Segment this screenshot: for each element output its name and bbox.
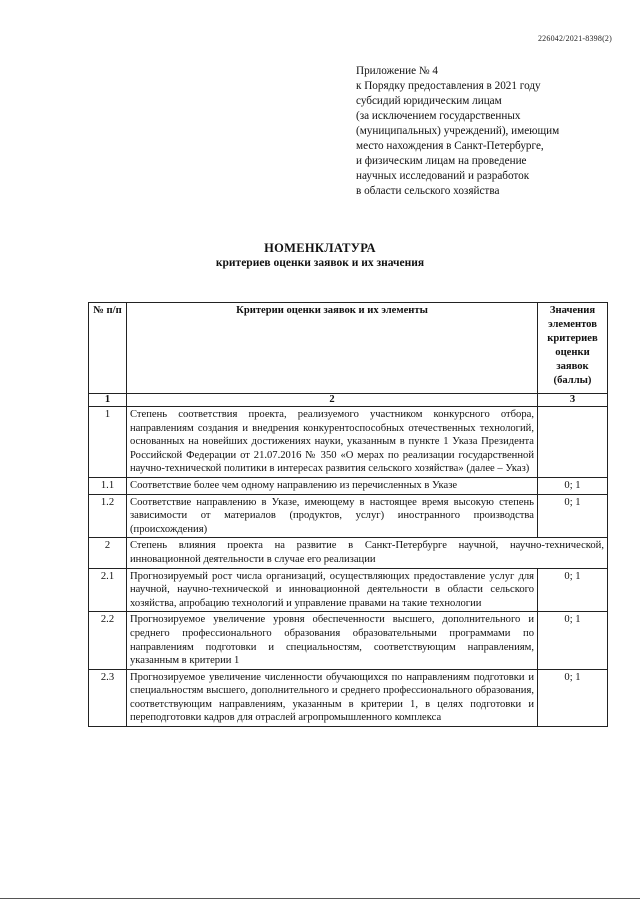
- row-number: 1.1: [89, 477, 127, 494]
- row-criterion: Прогнозируемое увеличение численности обучающихся по направлениям подготовки и специальностям высшего, дополнительного и среднего профессионального образования, соответствующим направлениям, указанным в критерии 1, в целях подготовки и переподготовки кадров для отраслей агропромышленного комплекса: [127, 669, 538, 726]
- annex-block: [356, 64, 618, 199]
- index-cell: 1: [89, 394, 127, 407]
- title-main: НОМЕНКЛАТУРА: [264, 241, 376, 255]
- annex-line: Приложение № 4: [356, 65, 438, 77]
- row-value: 0; 1: [538, 612, 608, 669]
- annex-line: (муниципальных) учреждений), имеющим: [356, 125, 560, 137]
- index-cell: 3: [538, 394, 608, 407]
- row-value: 0; 1: [538, 669, 608, 726]
- row-criterion: Прогнозируемый рост числа организаций, осуществляющих предоставление услуг для научной, научно-технической и инновационной деятельности в области сельского хозяйства, апробацию технологий и управление правами на такие технологии: [127, 568, 538, 612]
- document-title: [0, 240, 640, 271]
- table-row: [89, 477, 608, 494]
- table-header-row: [89, 303, 608, 394]
- annex-line: к Порядку предоставления в 2021 году: [356, 80, 541, 92]
- row-number: 2.3: [89, 669, 127, 726]
- row-number: 1.2: [89, 494, 127, 538]
- criteria-table: [88, 302, 608, 727]
- header-values: Значения элементов критериев оценки заявок (баллы): [538, 303, 608, 394]
- row-number: 2.2: [89, 612, 127, 669]
- table-row: [89, 612, 608, 669]
- annex-line: субсидий юридическим лицам: [356, 95, 502, 107]
- row-value: 0; 1: [538, 494, 608, 538]
- document-number: 226042/2021-8398(2): [537, 34, 612, 43]
- table-row: [89, 669, 608, 726]
- row-criterion: Соответствие направлению в Указе, имеющему в настоящее время высокую степень зависимости от материалов (продуктов, услуг) иностранного производства (происхождения): [127, 494, 538, 538]
- row-value: 0; 1: [538, 477, 608, 494]
- annex-line: место нахождения в Санкт-Петербурге,: [356, 140, 544, 152]
- row-criterion: Прогнозируемое увеличение уровня обеспеченности высшего, дополнительного и среднего профессионального образования образовательными программами по направлениям подготовки и специальностям, соответствующим направлениям, указанным в критерии 1: [127, 612, 538, 669]
- annex-line: научных исследований и разработок: [356, 170, 530, 182]
- row-number: 1: [89, 407, 127, 478]
- table-index-row: [89, 394, 608, 407]
- annex-line: в области сельского хозяйства: [356, 185, 500, 197]
- annex-line: (за исключением государственных: [356, 110, 521, 122]
- table-row: [89, 407, 608, 478]
- header-num: № п/п: [89, 303, 127, 394]
- table-row: [89, 568, 608, 612]
- table-row: [89, 494, 608, 538]
- title-sub: критериев оценки заявок и их значения: [215, 257, 425, 269]
- row-criterion: Соответствие более чем одному направлению из перечисленных в Указе: [127, 477, 538, 494]
- annex-line: и физическим лицам на проведение: [356, 155, 527, 167]
- header-criteria: Критерии оценки заявок и их элементы: [127, 303, 538, 394]
- row-number: 2: [89, 538, 127, 568]
- page-bottom-rule: [0, 898, 640, 899]
- row-value: 0; 1: [538, 568, 608, 612]
- row-value: [538, 407, 608, 478]
- index-cell: 2: [127, 394, 538, 407]
- table-row: [89, 538, 608, 568]
- row-criterion: Степень соответствия проекта, реализуемого участником конкурсного отбора, направлениям создания и внедрения конкурентоспособных отечественных технологий, основанных на новейших достижениях науки, указанным в пункте 1 Указа Президента Российской Федерации от 21.07.2016 № 350 «О мерах по реализации государственной научно-технической политики в интересах развития сельского хозяйства» (далее – Указ): [127, 407, 538, 478]
- row-criterion: Степень влияния проекта на развитие в Санкт-Петербурге научной, научно-технической, инновационной деятельности в случае его реализации: [127, 538, 608, 568]
- row-number: 2.1: [89, 568, 127, 612]
